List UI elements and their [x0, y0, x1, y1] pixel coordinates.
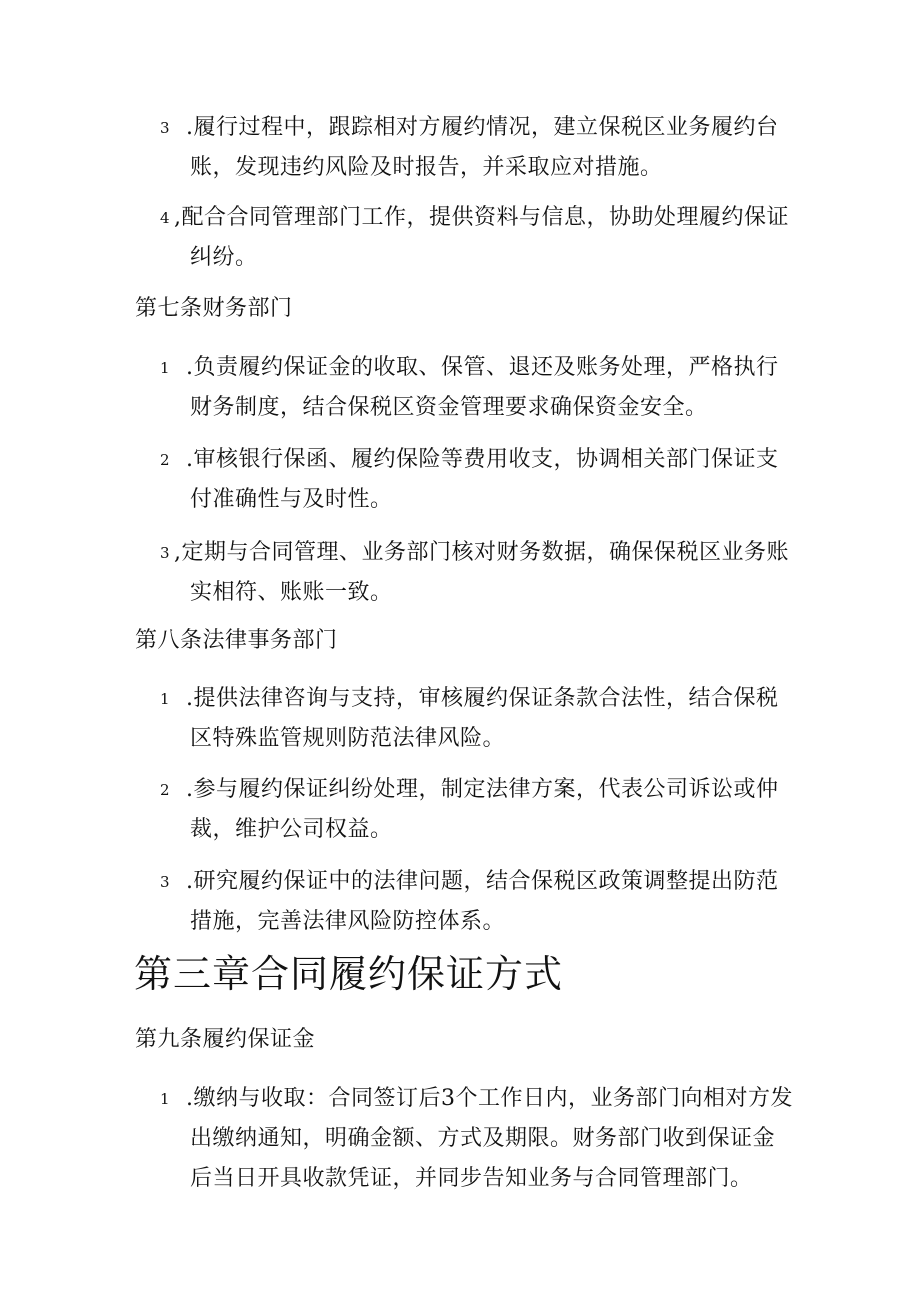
list-item	[160, 348, 800, 428]
item-number: 4	[160, 209, 171, 227]
item-text-line: .审核银行保函、履约保险等费用收支，协调相关部门保证支	[186, 447, 779, 472]
list-item	[160, 679, 800, 759]
item-text-line: .研究履约保证中的法律问题，结合保税区政策调整提出防范	[186, 869, 779, 894]
article-heading: 第九条履约保证金	[135, 1027, 316, 1052]
item-text-line: 实相符、账账一致。	[190, 580, 393, 605]
item-text-line: 区特殊监管规则防范法律风险。	[190, 726, 506, 751]
item-text-line: .缴纳与收取：合同签订后3个工作日内，业务部门向相对方发	[186, 1086, 793, 1111]
item-text-line: 裁，维护公司权益。	[190, 817, 393, 842]
item-text-line: .参与履约保证纠纷处理，制定法律方案，代表公司诉讼或仲	[186, 777, 779, 802]
item-number: 1	[160, 359, 171, 377]
list-item	[160, 1079, 800, 1199]
item-number: 3	[160, 873, 171, 891]
item-text-line: .提供法律咨询与支持，审核履约保证条款合法性，结合保税	[186, 686, 779, 711]
item-text-line: ,配合合同管理部门工作，提供资料与信息，协助处理履约保证	[174, 205, 789, 230]
item-number: 1	[160, 1090, 171, 1108]
item-text-line: .负责履约保证金的收取、保管、退还及账务处理，严格执行	[186, 355, 779, 380]
item-text-line: 账，发现违约风险及时报告，并采取应对措施。	[190, 155, 663, 180]
item-text-line: 纠纷。	[190, 245, 258, 270]
item-number: 3	[160, 544, 171, 562]
item-number: 2	[160, 451, 171, 469]
item-text-line: 后当日开具收款凭证，并同步告知业务与合同管理部门。	[190, 1166, 753, 1191]
list-item	[160, 533, 800, 613]
item-text-line: 措施，完善法律风险防控体系。	[190, 909, 506, 934]
list-item	[160, 108, 800, 188]
item-number: 1	[160, 690, 171, 708]
list-item	[160, 770, 800, 850]
list-item	[160, 862, 800, 942]
item-text-line: .履行过程中，跟踪相对方履约情况，建立保税区业务履约台	[186, 115, 779, 140]
item-number: 3	[160, 119, 171, 137]
item-text-line: ,定期与合同管理、业务部门核对财务数据，确保保税区业务账	[174, 540, 789, 565]
article-heading: 第八条法律事务部门	[135, 628, 338, 653]
item-number: 2	[160, 781, 171, 799]
chapter-heading: 第三章合同履约保证方式	[134, 952, 564, 996]
list-item	[160, 198, 800, 278]
article-heading: 第七条财务部门	[135, 296, 293, 321]
item-text-line: 付准确性与及时性。	[190, 487, 393, 512]
list-item	[160, 440, 800, 520]
item-text-line: 财务制度，结合保税区资金管理要求确保资金安全。	[190, 395, 708, 420]
item-text-line: 出缴纳通知，明确金额、方式及期限。财务部门收到保证金	[190, 1126, 776, 1151]
